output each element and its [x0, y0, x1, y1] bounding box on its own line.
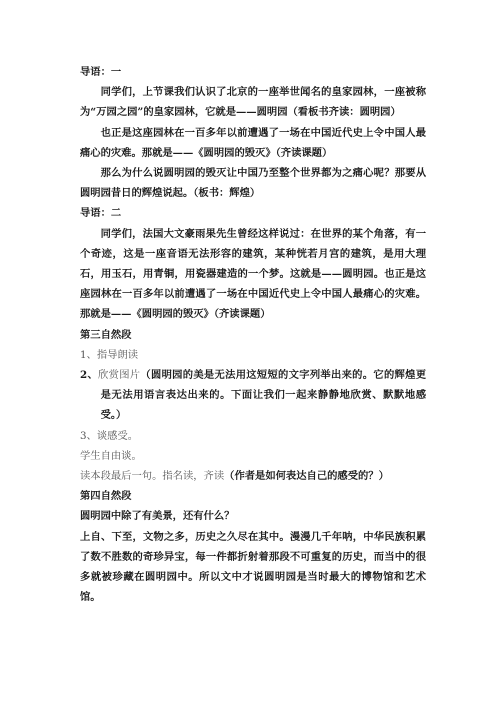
section-3-step-3: 3、谈感受。: [80, 429, 139, 442]
intro-2-paragraph-1: 同学们，法国大文豪雨果先生曾经这样说过：在世界的某个角落，有一个奇迹，这是一座音语无法形容的建筑，某种恍若月宫的建筑，是用大理石，用玉石，用青铜，用瓷器建造的一个梦。这就是——圆明园。也正是这座园林在一百多年以前遭遇了一场在中国近代史上令中国人最痛心的灾难。那就是——《圆明园的毁灭》（齐读课题）: [80, 227, 426, 321]
section-3-free-talk: 学生自由谈。: [80, 449, 142, 462]
section-4-question: 圆明园中除了有美景，还有什么？: [80, 510, 235, 523]
intro-1-paragraph-2: 也正是这座园林在一百多年以前遭遇了一场在中国近代史上令中国人最痛心的灾难。那就是——《圆明园的毁灭》（齐读课题）: [80, 126, 426, 159]
intro-1-heading: 导语：一: [80, 66, 122, 78]
step-2-number: 2、: [80, 369, 99, 382]
section-4-paragraph-1: 上自、下至，文物之多，历史之久尽在其中。漫漫几千年呐，中华民族积累了数不胜数的奇珍异宝，每一件都折射着那段不可重复的历史，而当中的很多就被珍藏在圆明园中。所以文中才说圆明园是当时最大的博物馆和艺术馆。: [80, 530, 426, 604]
section-3-step-2: [80, 365, 426, 426]
section-3-step-1: 1、指导朗读: [80, 348, 139, 361]
section-3-heading: 第三自然段: [80, 328, 132, 341]
lesson-plan-body: [80, 62, 426, 607]
step-2-text: （圆明园的美是无法用这短短的文字列举出来的。它的辉煌更是无法用语言表达出来的。下面让我们一起来静静地欣赏、默默地感受。）: [100, 369, 426, 422]
step-2-label: 欣赏图片: [98, 369, 141, 382]
read-instruction: 读本段最后一句。指名读，齐读: [80, 470, 225, 483]
intro-2-heading: 导语：二: [80, 207, 122, 220]
read-question: （作者是如何表达自己的感受的？）: [224, 470, 389, 483]
section-3-read-last-sentence: [80, 466, 426, 486]
section-4-heading: 第四自然段: [80, 490, 132, 503]
intro-1-paragraph-3: 那么为什么说圆明园的毁灭让中国乃至整个世界都为之痛心呢？那要从圆明园昔日的辉煌说起。（板书：辉煌）: [80, 167, 426, 200]
intro-1-paragraph-1: 同学们，上节课我们认识了北京的一座举世闻名的皇家园林，一座被称为“万园之园”的皇家园林，它就是——圆明园（看板书齐读：圆明园）: [80, 86, 426, 119]
